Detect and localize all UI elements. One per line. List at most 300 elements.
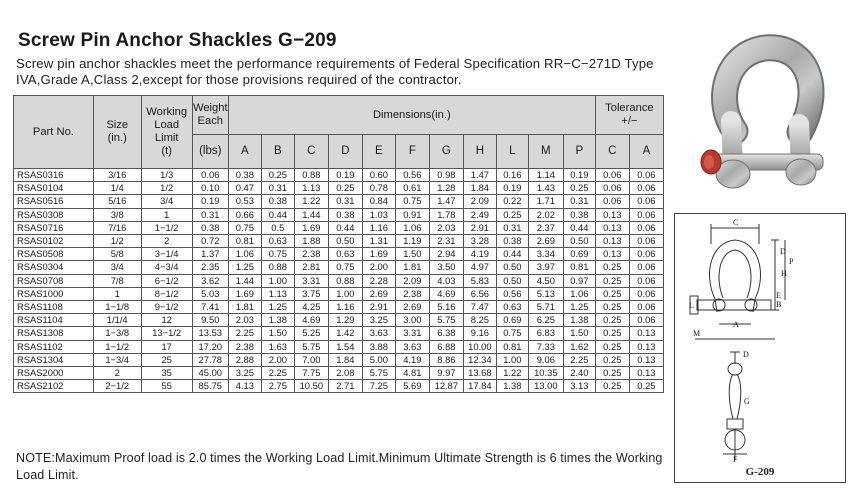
table-cell: 3/16 [93,169,141,182]
table-cell: 0.60 [362,169,395,182]
header-dim-e: E [362,135,395,169]
table-cell: 2.38 [395,287,429,300]
part-number-cell: RSAS0102 [14,235,94,248]
table-cell: 0.31 [563,195,595,208]
diagram-caption: G-209 [745,466,775,478]
table-cell: 1−3/4 [93,353,141,366]
table-cell: 0.61 [395,182,429,195]
table-cell: 1.84 [463,182,496,195]
header-dim-a: A [228,135,261,169]
table-cell: 1/2 [141,182,192,195]
table-row [14,235,664,248]
header-dim-l: L [496,135,528,169]
table-cell: 4.50 [528,274,563,287]
table-cell: 2.69 [362,287,395,300]
table-cell: 0.22 [496,195,528,208]
table-cell: 0.98 [429,169,463,182]
table-cell: 3.28 [463,235,496,248]
table-cell: 8.25 [463,314,496,327]
table-cell: 0.25 [328,182,362,195]
table-cell: 4.97 [463,261,496,274]
table-cell: 2.00 [362,261,395,274]
table-cell: 55 [141,380,192,393]
table-row [14,353,664,366]
table-row [14,182,664,195]
table-cell: 6.25 [528,314,563,327]
table-cell: 1.06 [563,287,595,300]
table-cell: 0.06 [629,261,663,274]
table-cell: 7.25 [362,380,395,393]
table-cell: 0.69 [496,314,528,327]
table-cell: 1.00 [496,353,528,366]
table-cell: 0.06 [629,274,663,287]
table-cell: 2 [93,367,141,380]
table-cell: 0.44 [261,208,294,221]
table-cell: 4.19 [463,248,496,261]
table-cell: 0.88 [294,169,328,182]
table-cell: 1.25 [563,301,595,314]
page-title: Screw Pin Anchor Shackles G−209 [18,30,337,51]
table-cell: 1 [93,287,141,300]
table-cell: 2.25 [563,353,595,366]
table-cell: 6.38 [429,327,463,340]
table-cell: 0.63 [328,248,362,261]
table-cell: 0.25 [595,327,629,340]
table-cell: 0.25 [496,208,528,221]
header-tol-c: C [595,135,629,169]
header-dim-p: P [563,135,595,169]
table-cell: 2.81 [294,261,328,274]
table-cell: 27.78 [192,353,228,366]
table-cell: 0.19 [192,195,228,208]
table-cell: 1.43 [528,182,563,195]
table-cell: 0.50 [496,261,528,274]
table-cell: 3.75 [294,287,328,300]
table-cell: 13.68 [463,367,496,380]
table-cell: 1.50 [261,327,294,340]
table-cell: 2.91 [362,301,395,314]
table-cell: 3.62 [192,274,228,287]
table-cell: 25 [141,353,192,366]
table-cell: 0.78 [362,182,395,195]
header-tol-a: A [629,135,663,169]
diagram-label: D [780,247,786,256]
header-dim-m: M [528,135,563,169]
part-number-cell: RSAS0708 [14,274,94,287]
table-cell: 10.50 [294,380,328,393]
table-cell: 0.06 [629,235,663,248]
table-cell: 0.06 [629,221,663,234]
table-cell: 1.16 [328,301,362,314]
table-cell: 2.38 [228,340,261,353]
table-cell: 0.75 [496,327,528,340]
diagram-label: B [776,300,782,309]
table-cell: 0.06 [629,195,663,208]
table-cell: 4.03 [429,274,463,287]
table-cell: 0.06 [629,208,663,221]
table-cell: 2.88 [228,353,261,366]
table-cell: 1/1/4 [93,314,141,327]
table-row [14,287,664,300]
table-cell: 0.91 [395,208,429,221]
table-cell: 0.44 [563,221,595,234]
diagram-label: G [744,397,750,406]
table-cell: 1.47 [429,195,463,208]
table-cell: 0.13 [629,353,663,366]
table-cell: 1.25 [228,261,261,274]
table-cell: 5.03 [192,287,228,300]
table-row [14,208,664,221]
table-cell: 1.69 [294,221,328,234]
table-cell: 1.81 [228,301,261,314]
table-cell: 4.69 [294,314,328,327]
table-cell: 2.09 [463,195,496,208]
table-row [14,327,664,340]
table-cell: 0.50 [563,235,595,248]
table-row [14,301,664,314]
table-cell: 0.31 [261,182,294,195]
diagram-label: P [789,257,794,266]
table-cell: 1.54 [328,340,362,353]
header-part-no: Part No. [14,96,94,169]
table-cell: 3.13 [563,380,595,393]
part-number-cell: RSAS1108 [14,301,94,314]
table-cell: 17 [141,340,192,353]
table-cell: 4.81 [395,367,429,380]
table-cell: 2.00 [261,353,294,366]
table-cell: 3−1/4 [141,248,192,261]
table-cell: 12.34 [463,353,496,366]
table-cell: 1.38 [496,380,528,393]
table-cell: 7.33 [528,340,563,353]
table-cell: 1.16 [362,221,395,234]
table-cell: 3/8 [93,208,141,221]
table-cell: 9.50 [192,314,228,327]
table-cell: 0.25 [595,261,629,274]
table-cell: 0.06 [595,169,629,182]
table-cell: 0.31 [192,208,228,221]
table-cell: 0.88 [261,261,294,274]
table-cell: 2.25 [228,327,261,340]
table-cell: 1.06 [228,248,261,261]
part-number-cell: RSAS1102 [14,340,94,353]
table-row [14,367,664,380]
table-cell: 1/2 [93,235,141,248]
intro-text: Screw pin anchor shackles meet the performance requirements of Federal Specification RR−C−271D Type IVA,Grade A,Class 2,except for those provisions required of the contractor. [16,56,654,87]
table-cell: 0.44 [328,221,362,234]
shackle-photo [675,26,847,211]
table-cell: 1.06 [395,221,429,234]
table-cell: 0.38 [328,208,362,221]
table-cell: 2.31 [429,235,463,248]
part-number-cell: RSAS1308 [14,327,94,340]
table-cell: 5.00 [362,353,395,366]
table-cell: 4.25 [294,301,328,314]
part-number-cell: RSAS0104 [14,182,94,195]
table-cell: 3.31 [294,274,328,287]
table-cell: 1.13 [261,287,294,300]
table-cell: 1.50 [563,327,595,340]
table-cell: 13.53 [192,327,228,340]
header-dim-d: D [328,135,362,169]
table-cell: 0.19 [496,182,528,195]
table-row [14,248,664,261]
header-weight-unit: (lbs) [192,135,228,169]
diagram-label: H [781,269,787,278]
table-cell: 8−1/2 [141,287,192,300]
table-cell: 1.81 [395,261,429,274]
table-cell: 9.06 [528,353,563,366]
table-cell: 0.25 [595,353,629,366]
part-number-cell: RSAS1104 [14,314,94,327]
diagram-label: E [776,291,781,300]
table-cell: 1−1/8 [93,301,141,314]
table-cell: 7.47 [463,301,496,314]
table-cell: 2 [141,235,192,248]
table-cell: 3.25 [228,367,261,380]
table-cell: 3.97 [528,261,563,274]
table-cell: 0.06 [629,248,663,261]
table-cell: 0.25 [595,380,629,393]
table-cell: 0.13 [595,208,629,221]
table-cell: 0.10 [192,182,228,195]
part-number-cell: RSAS0716 [14,221,94,234]
table-cell: 17.84 [463,380,496,393]
table-cell: 1.63 [261,340,294,353]
table-row [14,261,664,274]
table-cell: 1.42 [328,327,362,340]
table-cell: 1.31 [362,235,395,248]
table-cell: 2.38 [294,248,328,261]
part-number-cell: RSAS0308 [14,208,94,221]
table-cell: 0.06 [629,314,663,327]
table-cell: 1.69 [362,248,395,261]
table-row [14,169,664,182]
table-cell: 1.13 [294,182,328,195]
table-cell: 0.16 [496,169,528,182]
table-cell: 9.97 [429,367,463,380]
table-cell: 1.47 [463,169,496,182]
table-row [14,340,664,353]
table-cell: 0.69 [563,248,595,261]
table-cell: 1−1/2 [141,221,192,234]
table-cell: 7/16 [93,221,141,234]
table-cell: 2.28 [362,274,395,287]
table-cell: 8.86 [429,353,463,366]
table-cell: 5.75 [429,314,463,327]
table-cell: 0.75 [228,221,261,234]
table-cell: 1.00 [261,274,294,287]
table-cell: 0.25 [563,182,595,195]
part-number-cell: RSAS1304 [14,353,94,366]
table-cell: 1.38 [261,314,294,327]
table-cell: 0.38 [228,169,261,182]
table-cell: 1.38 [563,314,595,327]
table-row [14,221,664,234]
table-cell: 0.75 [395,195,429,208]
table-cell: 0.56 [496,287,528,300]
table-cell: 0.19 [328,169,362,182]
table-cell: 1.25 [261,301,294,314]
header-size: Size (in.) [93,96,141,169]
table-cell: 0.25 [629,380,663,393]
table-cell: 0.25 [595,367,629,380]
table-row [14,380,664,393]
table-cell: 1.22 [496,367,528,380]
table-row [14,314,664,327]
table-cell: 0.38 [496,235,528,248]
table-cell: 0.25 [595,301,629,314]
table-cell: 1.14 [528,169,563,182]
header-working-load-limit: Working Load Limit (t) [141,96,192,169]
table-cell: 1.44 [294,208,328,221]
table-cell: 1.69 [228,287,261,300]
table-cell: 17.20 [192,340,228,353]
table-cell: 0.13 [595,235,629,248]
part-number-cell: RSAS0316 [14,169,94,182]
table-cell: 2.49 [463,208,496,221]
table-cell: 1.28 [429,182,463,195]
table-cell: 3.25 [362,314,395,327]
table-cell: 0.25 [595,340,629,353]
table-cell: 2−1/2 [93,380,141,393]
table-cell: 5.75 [294,340,328,353]
table-cell: 3.88 [362,340,395,353]
table-cell: 12.87 [429,380,463,393]
table-cell: 3.50 [429,261,463,274]
part-number-cell: RSAS0304 [14,261,94,274]
diagram-label: M [693,329,701,338]
table-cell: 1−3/8 [93,327,141,340]
table-cell: 0.81 [496,340,528,353]
table-cell: 3.34 [528,248,563,261]
header-tolerance: Tolerance +/− [595,96,663,135]
table-cell: 1−1/2 [93,340,141,353]
diagram-label: C [733,218,739,227]
header-dim-b: B [261,135,294,169]
table-cell: 1.84 [328,353,362,366]
table-cell: 5.83 [463,274,496,287]
table-cell: 1.88 [294,235,328,248]
table-cell: 0.06 [629,169,663,182]
table-cell: 0.06 [595,182,629,195]
table-cell: 3.00 [395,314,429,327]
table-cell: 0.81 [228,235,261,248]
table-cell: 6.88 [429,340,463,353]
table-cell: 0.53 [228,195,261,208]
table-cell: 0.06 [192,169,228,182]
table-cell: 0.06 [629,182,663,195]
table-cell: 0.88 [328,274,362,287]
table-cell: 10.00 [463,340,496,353]
table-cell: 0.97 [563,274,595,287]
table-cell: 0.38 [261,195,294,208]
note-text: NOTE:Maximum Proof load is 2.0 times the Working Load Limit.Minimum Ultimate Strength is 6 times the Working Load Limit. [16,451,663,482]
table-cell: 4.69 [429,287,463,300]
table-cell: 0.66 [228,208,261,221]
part-number-cell: RSAS0516 [14,195,94,208]
table-cell: 6.56 [463,287,496,300]
header-dim-f: F [395,135,429,169]
table-cell: 13.00 [528,380,563,393]
table-cell: 45.00 [192,367,228,380]
table-cell: 12 [141,314,192,327]
table-cell: 5.71 [528,301,563,314]
table-cell: 1/3 [141,169,192,182]
table-cell: 3/4 [141,195,192,208]
table-cell: 0.06 [629,301,663,314]
table-cell: 0.75 [261,248,294,261]
table-cell: 6.83 [528,327,563,340]
table-cell: 2.40 [563,367,595,380]
table-cell: 0.31 [328,195,362,208]
technical-drawing [674,213,846,483]
table-cell: 35 [141,367,192,380]
table-row [14,195,664,208]
table-cell: 0.25 [595,274,629,287]
part-number-cell: RSAS1000 [14,287,94,300]
table-cell: 1.03 [362,208,395,221]
table-cell: 0.47 [228,182,261,195]
table-cell: 0.56 [395,169,429,182]
table-cell: 0.25 [261,169,294,182]
table-cell: 0.19 [563,169,595,182]
table-cell: 0.25 [595,314,629,327]
table-cell: 4−3/4 [141,261,192,274]
table-cell: 1/4 [93,182,141,195]
header-dim-h: H [463,135,496,169]
table-cell: 7/8 [93,274,141,287]
table-cell: 5.69 [395,380,429,393]
table-cell: 2.03 [228,314,261,327]
table-cell: 2.71 [328,380,362,393]
table-cell: 2.09 [395,274,429,287]
table-cell: 0.63 [261,235,294,248]
table-cell: 2.08 [328,367,362,380]
table-cell: 5.75 [362,367,395,380]
table-cell: 1.22 [294,195,328,208]
table-cell: 5.16 [429,301,463,314]
table-cell: 3.31 [395,327,429,340]
table-cell: 0.63 [496,301,528,314]
table-cell: 13−1/2 [141,327,192,340]
table-cell: 0.5 [261,221,294,234]
table-cell: 0.50 [328,235,362,248]
table-row [14,274,664,287]
table-cell: 6−1/2 [141,274,192,287]
table-cell: 5/8 [93,248,141,261]
table-cell: 10.35 [528,367,563,380]
table-cell: 1.44 [228,274,261,287]
table-cell: 0.31 [496,221,528,234]
table-cell: 7.75 [294,367,328,380]
table-cell: 0.06 [595,195,629,208]
table-cell: 2.69 [395,301,429,314]
table-cell: 0.38 [563,208,595,221]
table-cell: 2.25 [261,367,294,380]
table-cell: 5/16 [93,195,141,208]
table-cell: 9−1/2 [141,301,192,314]
table-cell: 3/4 [93,261,141,274]
table-cell: 2.69 [528,235,563,248]
table-cell: 2.75 [261,380,294,393]
table-cell: 0.38 [192,221,228,234]
table-cell: 0.84 [362,195,395,208]
table-cell: 1.71 [528,195,563,208]
table-cell: 0.13 [629,340,663,353]
table-cell: 85.75 [192,380,228,393]
table-cell: 0.81 [563,261,595,274]
